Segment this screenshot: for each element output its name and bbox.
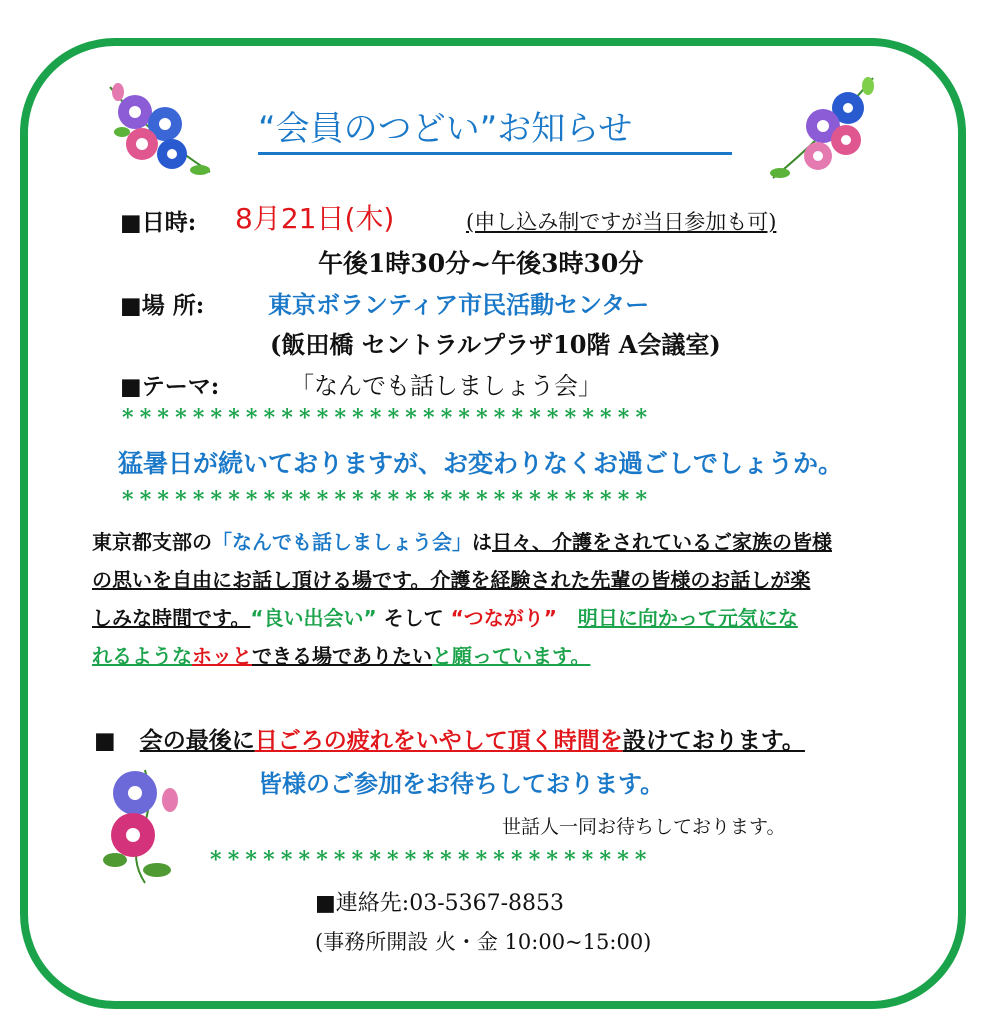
closing-text: 会の最後に xyxy=(139,728,255,754)
morning-glory-icon xyxy=(95,765,190,887)
session-name: 「なんでも話しましょう会」 xyxy=(212,530,472,554)
body-text: 明日に向かって元気にな xyxy=(577,606,798,630)
office-hours: (事務所開設 火・金 10:00~15:00) xyxy=(315,930,652,954)
star-divider: ****************************** xyxy=(122,405,654,431)
invitation-text: 皆様のご参加をお待ちしております。 xyxy=(258,770,665,798)
connection: “つながり” xyxy=(450,606,557,630)
closing-highlight: 日ごろの疲れをいやして頂く時間を xyxy=(254,728,623,754)
venue-name: 東京ボランティア市民活動センター xyxy=(268,290,650,319)
body-text: そして xyxy=(376,606,451,630)
event-date: 8月21日(木) xyxy=(235,202,395,235)
body-text: と願っています。 xyxy=(432,644,591,668)
body-line-1 xyxy=(92,523,902,561)
body-line-3 xyxy=(92,599,902,637)
body-line-4 xyxy=(92,637,902,675)
body-text: 日々、介護をされているご家族の皆様 xyxy=(492,530,832,554)
good-encounter: “良い出会い” xyxy=(250,606,377,630)
star-divider: ****************************** xyxy=(122,487,654,513)
greeting-text: 猛暑日が続いておりますが、お変わりなくお過ごしでしょうか。 xyxy=(118,449,844,478)
closing-text: 設けております。 xyxy=(622,728,805,754)
venue-detail: (飯田橋 セントラルプラザ10階 A会議室) xyxy=(270,330,721,359)
morning-glory-icon xyxy=(100,72,220,187)
body-text: できる場でありたい xyxy=(252,644,432,668)
place-label: ■場 所: xyxy=(120,292,205,319)
datetime-label: ■日時: xyxy=(120,209,197,236)
contact-info: ■連絡先:03-5367-8853 xyxy=(315,891,565,916)
star-divider: ************************* xyxy=(210,847,653,873)
body-text: れるような xyxy=(92,644,192,668)
body-text: 東京都支部の xyxy=(92,530,212,554)
page-title: “会員のつどい”お知らせ xyxy=(258,108,732,155)
bullet: ■ xyxy=(94,728,116,754)
relief-word: ホッと xyxy=(192,644,252,668)
theme-value: 「なんでも話しましょう会」 xyxy=(290,372,602,400)
signature-text: 世話人一同お待ちしております。 xyxy=(502,816,786,838)
registration-note: (申し込み制ですが当日参加も可) xyxy=(466,210,777,234)
body-text: は xyxy=(472,530,492,554)
body-line-2: の思いを自由にお話し頂ける場です。介護を経験された先輩の皆様のお話しが楽 xyxy=(92,568,811,592)
theme-label: ■テーマ: xyxy=(120,373,220,400)
morning-glory-icon xyxy=(768,68,878,186)
closing-line xyxy=(94,722,805,755)
event-time: 午後1時30分~午後3時30分 xyxy=(318,249,644,278)
body-text: しみな時間です。 xyxy=(92,606,251,630)
